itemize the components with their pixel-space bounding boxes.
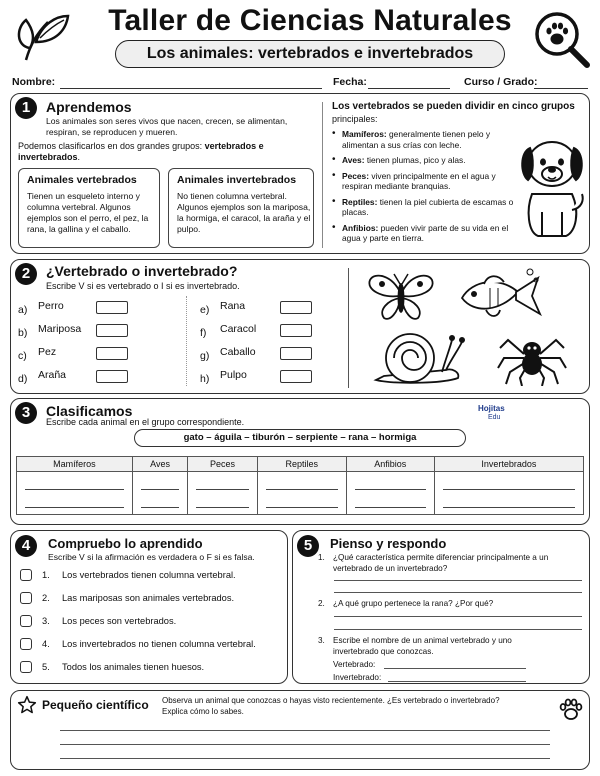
vi-item: c) Pez [18, 346, 138, 369]
answer-cell[interactable] [257, 472, 346, 515]
vi-list-left [18, 300, 138, 392]
grade-field[interactable] [534, 88, 588, 89]
answer-line[interactable] [60, 744, 550, 745]
word-bank: gato – águila – tiburón – serpiente – rana – hormiga [134, 429, 466, 447]
answer-box[interactable] [280, 347, 312, 360]
question-2: ¿A qué grupo pertenece la rana? ¿Por qué? [333, 599, 494, 608]
divider [186, 296, 187, 386]
leaf-icon [12, 8, 72, 68]
group-item: • Anfibios: pueden vivir parte de su vida en el agua y parte en tierra. [332, 223, 522, 244]
question-number: 3. [318, 636, 325, 645]
name-label: Nombre: [12, 76, 56, 88]
answer-checkbox[interactable] [20, 661, 32, 673]
vi-item: b) Mariposa [18, 323, 138, 346]
section-instruction: Escribe V si es vertebrado o I si es invertebrado. [46, 281, 240, 291]
paw-icon [558, 698, 584, 722]
tf-list [20, 569, 282, 684]
list-item: 5. Todos los animales tienen huesos. [20, 661, 282, 684]
question-1: ¿Qué característica permite diferenciar principalmente a un vertebrado de un invertebrado? [333, 553, 549, 573]
section-title: Clasificamos [46, 403, 133, 419]
answer-box[interactable] [96, 324, 128, 337]
page-title: Taller de Ciencias Naturales [108, 4, 512, 37]
answer-box[interactable] [96, 301, 128, 314]
invertebrates-box [168, 168, 314, 248]
vi-item: g) Caballo [200, 346, 320, 369]
section-title: ¿Vertebrado o invertebrado? [46, 263, 238, 279]
answer-cell[interactable] [17, 472, 133, 515]
five-groups-title: Los vertebrados se pueden dividir en cinco grupos [332, 101, 575, 112]
column-header: Reptiles [257, 457, 346, 472]
grade-label: Curso / Grado: [464, 76, 538, 88]
vertebrates-box-text: Tienen un esqueleto interno y columna vertebral. Algunos ejemplos son el perro, el pez, la rana, la gallina y el caballo. [27, 191, 149, 234]
section-number: 2 [15, 263, 37, 285]
page-subtitle: Los animales: vertebrados e invertebrados [115, 40, 505, 68]
vertebrate-answer-line[interactable] [384, 668, 526, 669]
vi-item: f) Caracol [200, 323, 320, 346]
list-item: 3. Los peces son vertebrados. [20, 615, 282, 638]
vi-list-right [200, 300, 320, 392]
question-3: Escribe el nombre de un animal vertebrado y uno invertebrado que conozcas. [333, 636, 512, 656]
five-groups-sub: principales: [332, 114, 378, 124]
column-header: Mamíferos [17, 457, 133, 472]
answer-line[interactable] [60, 730, 550, 731]
answer-cell[interactable] [346, 472, 434, 515]
answer-line[interactable] [334, 580, 582, 581]
answer-checkbox[interactable] [20, 615, 32, 627]
answer-cell[interactable] [434, 472, 583, 515]
answer-line[interactable] [334, 629, 582, 630]
section-title: Aprendemos [46, 99, 132, 115]
vi-item: d) Araña [18, 369, 138, 392]
section-number: 5 [297, 535, 319, 557]
brand-logo-1: Hojitas [478, 404, 505, 413]
section-title: Pienso y respondo [330, 536, 447, 551]
section-number: 3 [15, 402, 37, 424]
vi-item: e) Rana [200, 300, 320, 323]
answer-line[interactable] [334, 616, 582, 617]
invertebrate-label: Invertebrado: [333, 673, 382, 682]
divider [322, 102, 323, 248]
answer-checkbox[interactable] [20, 592, 32, 604]
vertebrate-label: Vertebrado: [333, 660, 376, 669]
list-item: 4. Los invertebrados no tienen columna vertebral. [20, 638, 282, 661]
section-number: 1 [15, 97, 37, 119]
group-item: • Peces: viven principalmente en el agua y respiran mediante branquias. [332, 171, 522, 192]
list-item: 1. Los vertebrados tienen columna vertebral. [20, 569, 282, 592]
column-header: Aves [132, 457, 188, 472]
section-title: Compruebo lo aprendido [48, 536, 203, 551]
divider [348, 268, 349, 388]
table-row [17, 472, 584, 515]
classification-table [16, 456, 584, 515]
fish-illustration [456, 266, 544, 324]
section-number: 4 [15, 535, 37, 557]
butterfly-illustration [366, 268, 436, 324]
invertebrates-box-text: No tienen columna vertebral. Algunos ejemplos son la mariposa, la hormiga, el caracol, la araña y el pulpo. [177, 191, 311, 234]
answer-box[interactable] [280, 324, 312, 337]
list-item: 2. Las mariposas son animales vertebrados. [20, 592, 282, 615]
footer-text: Observa un animal que conozcas o hayas visto recientemente. ¿Es vertebrado o invertebrado? Explica cómo lo sabes. [162, 696, 500, 716]
footer-title: Pequeño científico [42, 698, 149, 712]
vertebrates-box [18, 168, 160, 248]
answer-checkbox[interactable] [20, 569, 32, 581]
section-instruction: Escribe V si la afirmación es verdadera o F si es falsa. [48, 552, 255, 562]
column-header: Peces [188, 457, 257, 472]
answer-box[interactable] [280, 370, 312, 383]
column-header: Anfibios [346, 457, 434, 472]
answer-box[interactable] [280, 301, 312, 314]
date-label: Fecha: [333, 76, 367, 88]
star-icon [17, 695, 37, 715]
groups-text: Podemos clasificarlos en dos grandes grupos: vertebrados e invertebrados. [18, 141, 264, 162]
invertebrates-box-title: Animales invertebrados [177, 174, 297, 186]
intro-text: Los animales son seres vivos que nacen, crecen, se alimentan, respiran, se reproducen y mueren. [46, 116, 288, 137]
answer-cell[interactable] [188, 472, 257, 515]
answer-box[interactable] [96, 347, 128, 360]
answer-line[interactable] [60, 758, 550, 759]
magnifier-paw-icon [530, 8, 592, 70]
snail-illustration [372, 328, 468, 388]
section-instruction: Escribe cada animal en el grupo correspondiente. [46, 417, 245, 427]
answer-box[interactable] [96, 370, 128, 383]
date-field[interactable] [368, 88, 450, 89]
brand-logo-2: Edu [488, 414, 501, 421]
question-number: 2. [318, 599, 325, 608]
answer-line[interactable] [334, 592, 582, 593]
vi-item: a) Perro [18, 300, 138, 323]
group-item: • Reptiles: tienen la piel cubierta de escamas o placas. [332, 197, 522, 218]
invertebrate-answer-line[interactable] [388, 681, 526, 682]
group-item: • Aves: tienen plumas, pico y alas. [332, 155, 522, 166]
answer-checkbox[interactable] [20, 638, 32, 650]
column-header: Invertebrados [434, 457, 583, 472]
five-groups-list [332, 129, 522, 249]
vi-item: h) Pulpo [200, 369, 320, 392]
spider-illustration [496, 324, 568, 386]
puppy-illustration [516, 124, 588, 242]
name-field[interactable] [60, 88, 322, 89]
question-number: 1. [318, 553, 325, 562]
answer-cell[interactable] [132, 472, 188, 515]
group-item: • Mamíferos: generalmente tienen pelo y alimentan a sus crías con leche. [332, 129, 522, 150]
vertebrates-box-title: Animales vertebrados [27, 174, 137, 186]
